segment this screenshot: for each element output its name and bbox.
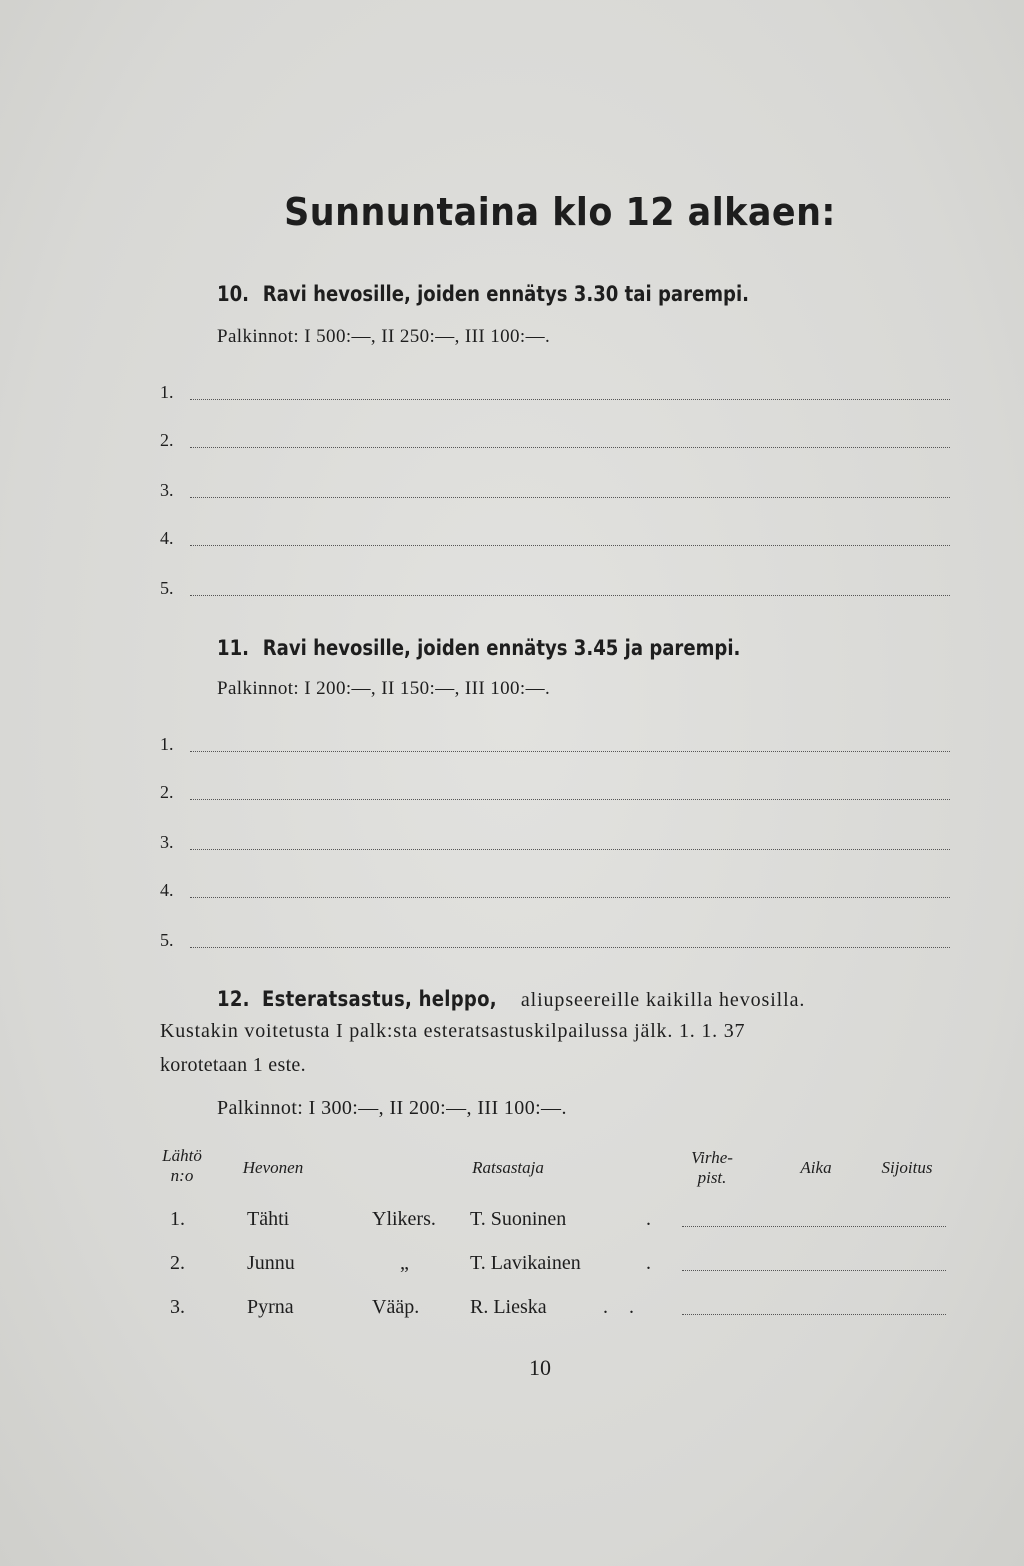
section-10-place-2[interactable]	[160, 430, 950, 454]
fill-line	[190, 897, 950, 898]
row-result-line[interactable]	[682, 1270, 946, 1271]
section-11-title	[217, 636, 740, 660]
page-heading: Sunnuntaina klo 12 alkaen:	[284, 190, 836, 234]
place-number: 4.	[160, 880, 174, 900]
place-number: 4.	[160, 528, 174, 548]
section-10-place-5[interactable]	[160, 578, 950, 602]
section-10-place-4[interactable]	[160, 528, 950, 552]
header-start-no-line2: n:o	[170, 1166, 194, 1185]
row-result-line[interactable]	[682, 1314, 946, 1315]
row-no: 1.	[170, 1208, 185, 1230]
header-horse: Hevonen	[242, 1158, 304, 1177]
section-12-number: 12.	[217, 987, 250, 1011]
fill-line	[190, 497, 950, 498]
section-10-title	[217, 282, 749, 306]
row-no: 2.	[170, 1252, 185, 1274]
place-number: 5.	[160, 578, 174, 598]
page-number: 10	[529, 1355, 551, 1380]
section-10-number: 10.	[217, 282, 249, 306]
row-tail: .	[646, 1252, 651, 1274]
row-result-line[interactable]	[682, 1226, 946, 1227]
place-number: 3.	[160, 480, 174, 500]
row-rank: Ylikers.	[372, 1208, 436, 1230]
section-11-title-text: Ravi hevosille, joiden ennätys 3.45 ja parempi.	[262, 636, 741, 660]
section-11-place-4[interactable]	[160, 880, 950, 904]
section-12-title-line	[217, 987, 805, 1012]
row-tail: . .	[603, 1296, 642, 1318]
fill-line	[190, 399, 950, 400]
section-12-prizes: Palkinnot: I 300:—, II 200:—, III 100:—.	[217, 1097, 567, 1119]
section-11-prizes: Palkinnot: I 200:—, II 150:—, III 100:—.	[217, 678, 551, 699]
section-11-place-1[interactable]	[160, 734, 950, 758]
fill-line	[190, 799, 950, 800]
place-number: 2.	[160, 782, 174, 802]
header-start-no-line1: Lähtö	[162, 1146, 202, 1165]
section-10-place-1[interactable]	[160, 382, 950, 406]
fill-line	[190, 751, 950, 752]
header-faults-line1: Virhe-	[691, 1148, 733, 1167]
row-rank: Vääp.	[372, 1296, 420, 1318]
row-no: 3.	[170, 1296, 185, 1318]
fill-line	[190, 849, 950, 850]
section-10-title-text: Ravi hevosille, joiden ennätys 3.30 tai parempi.	[262, 282, 750, 306]
header-faults-line2: pist.	[697, 1168, 727, 1187]
place-number: 1.	[160, 382, 174, 402]
header-time: Aika	[800, 1158, 832, 1177]
fill-line	[190, 545, 950, 546]
row-rider: T. Suoninen	[470, 1208, 567, 1230]
place-number: 3.	[160, 832, 174, 852]
section-10-place-3[interactable]	[160, 480, 950, 504]
header-start-no	[156, 1146, 208, 1186]
section-11-number: 11.	[217, 636, 249, 660]
row-horse: Pyrna	[247, 1296, 294, 1318]
row-tail: .	[646, 1208, 651, 1230]
section-12-title: Esteratsastus, helppo,	[262, 987, 498, 1011]
section-10-prizes: Palkinnot: I 500:—, II 250:—, III 100:—.	[217, 326, 551, 347]
place-number: 1.	[160, 734, 174, 754]
row-rider: T. Lavikainen	[470, 1252, 581, 1274]
section-11-place-3[interactable]	[160, 832, 950, 856]
row-horse: Tähti	[247, 1208, 290, 1230]
header-faults	[680, 1148, 744, 1188]
section-12-line-2: Kustakin voitetusta I palk:sta esteratsastuskilpailussa jälk. 1. 1. 37	[160, 1020, 746, 1042]
section-11-place-2[interactable]	[160, 782, 950, 806]
section-11-place-5[interactable]	[160, 930, 950, 954]
fill-line	[190, 447, 950, 448]
fill-line	[190, 595, 950, 596]
section-12-title-rest: aliupseereille kaikilla hevosilla.	[520, 989, 806, 1011]
row-rider: R. Lieska	[470, 1296, 547, 1318]
fill-line	[190, 947, 950, 948]
row-horse: Junnu	[247, 1252, 295, 1274]
place-number: 5.	[160, 930, 174, 950]
header-placing: Sijoitus	[881, 1158, 933, 1177]
place-number: 2.	[160, 430, 174, 450]
header-rider: Ratsastaja	[472, 1158, 544, 1177]
section-12-line-3: korotetaan 1 este.	[160, 1054, 306, 1076]
row-rank: „	[400, 1252, 409, 1274]
